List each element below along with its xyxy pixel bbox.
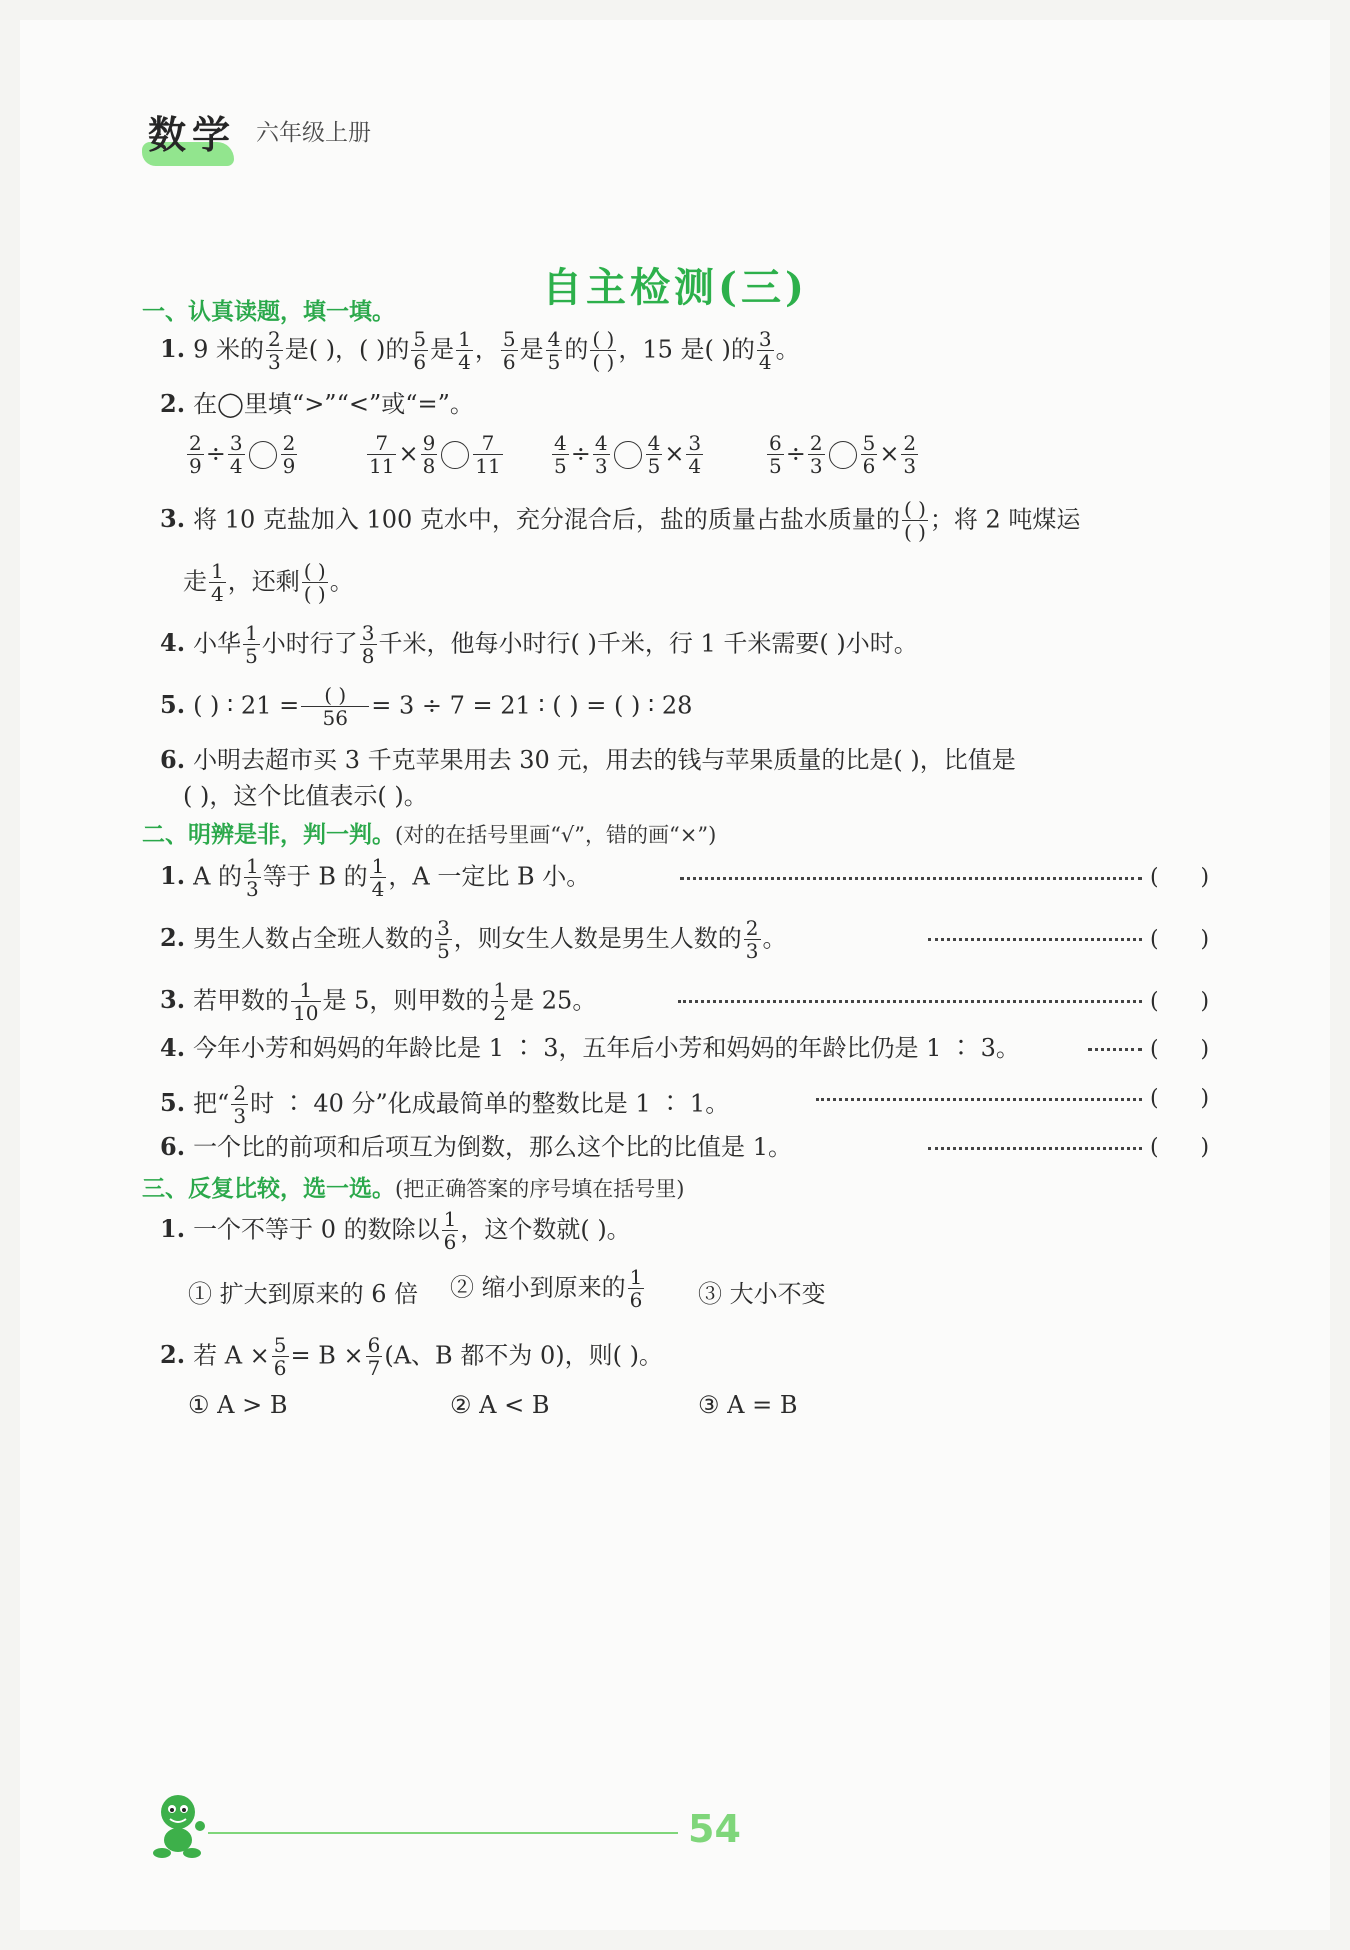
sec3-q2-option-1[interactable]: ① A > B [188,1391,288,1419]
sec1-question-2: 2. 在◯里填“>”“<”或“=”。 [160,389,474,418]
sec2-question-5: 5. 把“ $\frac{2}{3}$ 时 ∶ 40 分”化成最简单的整数比是 1 ∶ 1。 [160,1081,730,1129]
worksheet-page [20,20,1330,1930]
compare-circle-2[interactable] [441,441,469,469]
dot-leader [928,1147,1142,1150]
compare-expr-3: $\frac{4}{5}$ ÷ $\frac{4}{3}$ $\frac{4}{5}$ × $\frac{3}{4}$ [554,431,702,479]
sec2-question-6: 6. 一个比的前项和后项互为倒数，那么这个比的比值是 1。 [160,1132,792,1161]
sec3-question-1: 1. 一个不等于 0 的数除以 $\frac{1}{6}$ ，这个数就( )。 [160,1207,631,1255]
sec3-q2-option-3[interactable]: ③ A = B [698,1391,798,1419]
compare-circle-4[interactable] [829,441,857,469]
sec1-question-6: 6. 小明去超市买 3 千克苹果用去 30 元，用去的钱与苹果质量的比是( )，比值是 [160,745,1016,774]
mascot-icon [148,1790,212,1860]
sec2-question-3: 3. 若甲数的 $\frac{1}{10}$ 是 5，则甲数的 $\frac{1}{2}$ 是 25。 [160,978,597,1026]
section-1-heading: 一、认真读题，填一填。 [142,299,395,325]
dot-leader [680,877,1142,880]
answer-mark-4[interactable]: ( ) [1150,1037,1210,1062]
sec2-question-1: 1. A 的 $\frac{1}{3}$ 等于 B 的 $\frac{1}{4}$ ，A 一定比 B 小。 [160,854,591,902]
sec3-q2-option-2[interactable]: ② A < B [450,1391,550,1419]
page-number: 54 [688,1807,741,1851]
dot-leader [678,1000,1142,1003]
compare-circle-3[interactable] [614,441,642,469]
sec2-question-4: 4. 今年小芳和妈妈的年龄比是 1 ∶ 3，五年后小芳和妈妈的年龄比仍是 1 ∶ 3。 [160,1033,1020,1062]
answer-mark-2[interactable]: ( ) [1150,927,1210,952]
compare-circle-1[interactable] [249,441,277,469]
subject-title: 数学 [148,113,237,157]
sec3-q1-option-3[interactable]: ③ 大小不变 [698,1280,826,1308]
grade-label: 六年级上册 [256,120,371,146]
sec1-question-1: 1. 9 米的 $\frac{2}{3}$ 是( )，( )的 $\frac{5}{6}$ 是 $\frac{1}{4}$ ， $\frac{5}{6}$ 是 $\frac{4}{5}$ 的 $\frac{( )}{( )}$ ，15 是( )的 $\frac{3}{4}$ 。 [160,327,800,375]
dot-leader [928,938,1142,941]
sec1-question-3: 3. 将 10 克盐加入 100 克水中，充分混合后，盐的质量占盐水质量的 $\frac{( )}{( )}$ ；将 2 吨煤运 [160,497,1081,545]
sec3-q1-option-2[interactable]: ② 缩小到原来的 $\frac{1}{6}$ [450,1265,643,1313]
sec3-question-2: 2. 若 A × $\frac{5}{6}$ = B × $\frac{6}{7}$ (A、B 都不为 0)，则( )。 [160,1333,663,1381]
sec3-q1-option-1[interactable]: ① 扩大到原来的 6 倍 [188,1280,419,1308]
section-2-heading: 二、明辨是非，判一判。(对的在括号里画“√”，错的画“×”) [142,822,717,848]
answer-mark-6[interactable]: ( ) [1150,1135,1210,1160]
footer-rule [208,1832,678,1834]
compare-expr-1: $\frac{2}{9}$ ÷ $\frac{3}{4}$ $\frac{2}{9}$ [189,431,296,479]
answer-mark-1[interactable]: ( ) [1150,865,1210,890]
dot-leader [816,1098,1142,1101]
answer-mark-5[interactable]: ( ) [1150,1086,1210,1111]
sec1-question-4: 4. 小华 $\frac{1}{5}$ 小时行了 $\frac{3}{8}$ 千米，他每小时行( )千米，行 1 千米需要( )小时。 [160,621,918,669]
answer-mark-3[interactable]: ( ) [1150,989,1210,1014]
dot-leader [1088,1048,1142,1051]
sec1-question-5: 5. ( ) ∶ 21 = $\frac{( )}{56}$ = 3 ÷ 7 = 21 ∶ ( ) = ( ) ∶ 28 [160,683,693,731]
section-3-heading: 三、反复比较，选一选。(把正确答案的序号填在括号里) [142,1176,685,1202]
page-title: 自主检测(三) [542,264,808,311]
compare-expr-2: $\frac{7}{11}$ × $\frac{9}{8}$ $\frac{7}{11}$ [369,431,501,479]
header-brand [148,104,448,174]
sec2-question-2: 2. 男生人数占全班人数的 $\frac{3}{5}$ ，则女生人数是男生人数的 $\frac{2}{3}$ 。 [160,916,787,964]
sec1-question-6-cont: ( )，这个比值表示( )。 [183,782,428,810]
sec1-question-3-cont: 走 $\frac{1}{4}$ ，还剩 $\frac{( )}{( )}$ 。 [183,559,354,607]
compare-expr-4: $\frac{6}{5}$ ÷ $\frac{2}{3}$ $\frac{5}{6}$ × $\frac{2}{3}$ [769,431,917,479]
